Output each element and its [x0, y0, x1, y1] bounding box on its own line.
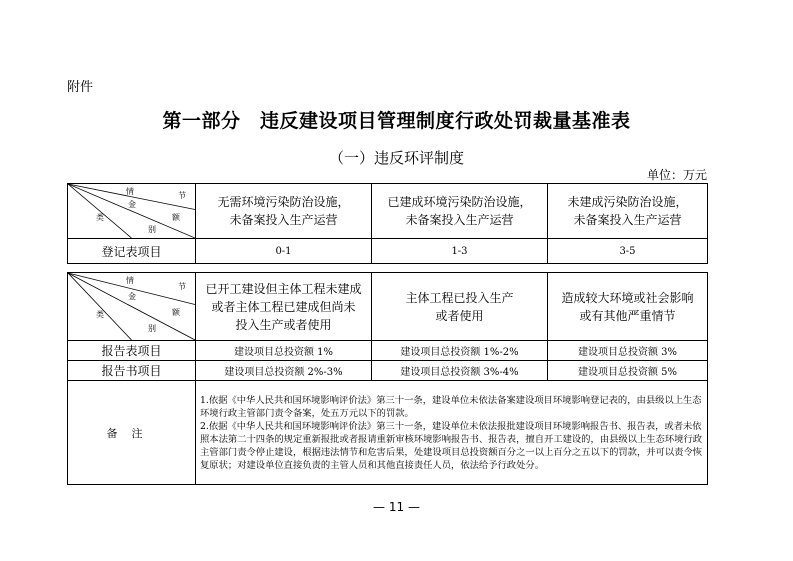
header-col-3: 未建成污染防治设施， 未备案投入生产运营: [548, 184, 708, 239]
diag-bie: 别: [148, 225, 156, 234]
table-cell: 建设项目总投资额 5%: [548, 361, 708, 381]
diag-jie: 节: [178, 282, 186, 291]
note-1: 1.依据《中华人民共和国环境影响评价法》第三十一条，建设单位未依法备案建设项目环境影响登记表的，由县级以上生态环境行政主管部门责令备案，处五万元以下的罚款。: [200, 394, 702, 419]
page-title: 第一部分 违反建设项目管理制度行政处罚裁量基准表: [162, 110, 631, 132]
diag-jie: 节: [178, 191, 186, 200]
table-row: [68, 239, 708, 264]
notes-content: [196, 381, 708, 485]
diag-qing: 情: [126, 187, 134, 196]
header-col-2: 已建成环境污染防治设施， 未备案投入生产运营: [372, 184, 548, 239]
row-label: 报告表项目: [68, 341, 196, 361]
table-cell: 1-3: [372, 239, 548, 264]
diagonal-header-cell: [68, 184, 196, 239]
registration-form-table: [67, 183, 708, 264]
page-number: — 11 —: [373, 500, 420, 514]
diag-jin: 金: [128, 200, 136, 209]
unit-label: 单位：万元: [646, 168, 707, 182]
table-cell: 建设项目总投资额 1%: [196, 341, 372, 361]
diagonal-header-cell: [68, 273, 196, 341]
table-cell: 建设项目总投资额 3%-4%: [372, 361, 548, 381]
notes-row: [68, 381, 708, 485]
header-col-3: 造成较大环境或社会影响 或有其他严重情节: [548, 273, 708, 341]
table-cell: 建设项目总投资额 1%-2%: [372, 341, 548, 361]
section-subtitle: （一）违反环评制度: [328, 149, 464, 167]
diag-jin: 金: [128, 292, 136, 301]
report-table: [67, 272, 708, 485]
diag-e: 额: [172, 308, 180, 317]
note-2: 2.依据《中华人民共和国环境影响评价法》第三十一条，建设单位未依法报批建设项目环境影响报告书、报告表，或者未依照本法第二十四条的规定重新报批或者报请重新审核环境影响报告书、报告表，擅自开工建设的，由县级以上生态环境行政主管部门责令停止建设，根据违法情节和危害后果，处建设项目总投资额百分之一以上百分之五以下的罚款，并可以责令恢复原状；对建设单位直接负责的主管人员和其他直接责任人员，依法给予行政处分。: [200, 420, 703, 471]
row-label: 登记表项目: [68, 239, 196, 264]
table-row: [68, 341, 708, 361]
table-cell: 建设项目总投资额 2%-3%: [196, 361, 372, 381]
table-cell: 0-1: [196, 239, 372, 264]
diag-qing: 情: [126, 276, 134, 285]
table-cell: 建设项目总投资额 3%: [548, 341, 708, 361]
table-row: [68, 361, 708, 381]
annex-label: 附件: [67, 80, 94, 95]
diag-e: 额: [172, 213, 180, 222]
notes-label: 备注: [68, 381, 196, 485]
header-col-2: 主体工程已投入生产 或者使用: [372, 273, 548, 341]
diag-lei: 类: [96, 213, 104, 222]
table-cell: 3-5: [548, 239, 708, 264]
diag-bie: 别: [148, 324, 156, 333]
header-col-1: 无需环境污染防治设施， 未备案投入生产运营: [196, 184, 372, 239]
diag-lei: 类: [96, 310, 104, 319]
row-label: 报告书项目: [68, 361, 196, 381]
header-col-1: 已开工建设但主体工程未建成 或者主体工程已建成但尚未 投入生产或者使用: [196, 273, 372, 341]
